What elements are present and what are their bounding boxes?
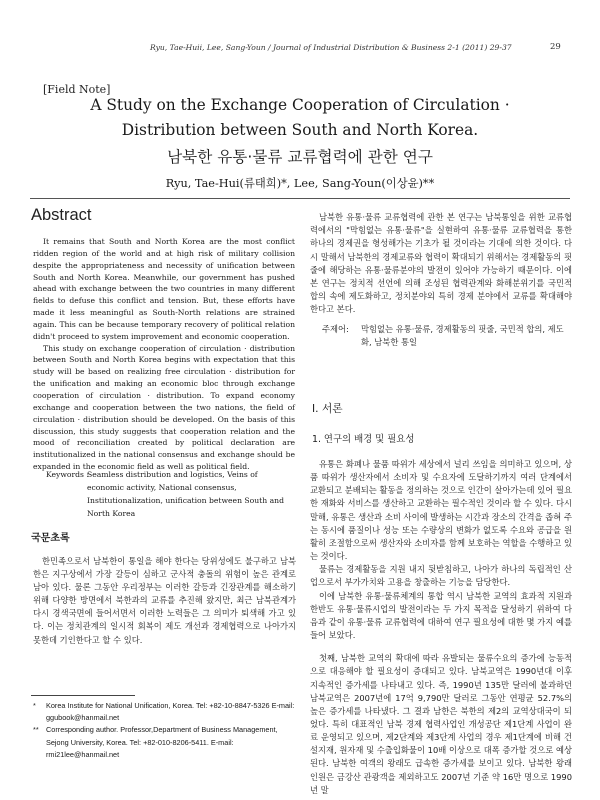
body-paragraph: 유통은 화폐나 물품 따위가 세상에서 널리 쓰임을 의미하고 있으며, 상품 따위가 생산자에서 소비자 및 수요자에 도달하기까지 여러 단계에서 교환되고 분배되는 활동을 정의하는 것으로 인간이 살아가는데 있어 필요한 재화와 서비스를 생산하고 교환하는 필수적인 것이라 할 수 있다. 다시 말해, 유통은 생산과 소비 사이에 발생하는 시간과 장소의 간격을 좁혀 주는 동시에 품질이나 성능 또는 수량상의 변화가 없도록 수요와 공급을 원활히 조절함으로써 생산자와 소비자를 함께 보호하는 역할을 수행하고 있는 것이다. — [310, 459, 572, 562]
title-line-1: A Study on the Exchange Cooperation of Circulation · — [90, 96, 510, 114]
korean-keywords-label: 주제어: — [322, 324, 349, 334]
korean-abstract-paragraph: 한민족으로서 남북한이 통일을 해야 한다는 당위성에도 불구하고 남북한은 지구상에서 가장 갈등이 심하고 군사적 충돌의 위험이 높은 관계로 남아 있다. 물론 그동안 우리정부는 이러한 갈등과 긴장관계를 해소하기 위해 다양한 방면에서 북한과의 교류를 추진해 왔지만, 최근 남북관계가 다시 경색국면에 들어서면서 이러한 노력들은 그 의미가 퇴색해 가고 있다. 이는 정치관계의 일시적 회복이 제도 개선과 경제협력으로 나아가지 못한데 기인한다고 할 수 있다. — [33, 556, 296, 645]
section-body — [310, 458, 572, 797]
korean-keywords-text: 막힘없는 유통·물류, 경제활동의 핏줄, 국민적 합의, 제도화, 남북한 통일 — [361, 324, 564, 348]
keywords-label: Keywords : — [46, 470, 89, 479]
korean-abstract-body — [33, 555, 296, 647]
footnote-item — [33, 724, 298, 761]
footnote-text: Corresponding author. Professor,Department of Business Management, Sejong University, Korea. Tel: +82-010-8206-5411. E-mail: rmi21lee@hanmail.net — [46, 725, 278, 759]
abstract-paragraph: This study on exchange cooperation of circulation · distribution between South and North Korea begins with expectation that this study will be based on realizing free circulation · distribution for the unification and making an economic bloc through exchange cooperation of circulation · distribution. To expand economy exchange and cooperation between the two nations, the field of circulation · distribution should be developed. On the basis of this discussion, this study suggests that cooperation relation and the mood of reconciliation created by political declaration are institutionalized in the national consensus and exchange should be expanded in the economic field as well as political field. — [33, 343, 295, 472]
body-paragraph: 첫째, 남북한 교역의 확대에 따라 유발되는 물류수요의 증가에 능동적으로 대응해야 할 필요성이 증대되고 있다. 남북교역은 1990년대 이후 지속적인 증가세를 나타내고 있다. 즉, 1990년 135만 달러에 불과하던 남북교역은 2007년에 17억 9,790만 달러로 그동안 연평균 52.7%의 높은 증가세를 나타냈다. 그 결과 남한은 북한의 제2의 교역상대국이 되었다. 특히 대표적인 남북 경제 협력사업인 개성공단 제1단계 사업이 완료 운영되고 있으며, 제2단계와 제3단계 사업의 경우 제1단계에 비해 건설지재, 원자재 및 수출입화물이 10배 이상으로 대폭 증가할 것으로 예상된다. 남북한 여객의 왕래도 급속한 증가세를 보이고 있다. 남북한 왕래 인원은 금강산 관광객을 제외하고도 2007년 기준 약 16만 명으로 1990년 말 — [310, 653, 572, 795]
korean-keywords — [322, 323, 572, 349]
header-divider — [30, 198, 570, 199]
title-line-2: Distribution between South and North Korea. — [121, 121, 479, 139]
body-paragraph: 물류는 경제활동을 지원 내지 뒷받침하고, 나아가 하나의 독립적인 산업으로서 부가가치와 고용을 창출하는 기능을 담당한다. — [310, 564, 572, 588]
title-korean: 남북한 유통·물류 교류협력에 관한 연구 — [167, 148, 433, 166]
body-paragraph: 이에 남북한 유통·물류체계의 통합 역시 남북한 교역의 효과적 지원과 한반도 유통·물류시업의 발전이라는 두 가지 목적을 달성하기 위하여 다음과 같이 유통·물류 교류협력에 대하여 연구 필요성에 대한 몇 가지 예를 들어 보았다. — [310, 590, 572, 641]
running-head: Ryu, Tae-Huii, Lee, Sang-Youn / Journal of Industrial Distribution & Business 2-1 (2011) 29-37 — [150, 43, 512, 52]
abstract-heading: Abstract — [31, 206, 92, 224]
korean-abstract-continued — [310, 211, 572, 317]
section-heading: Ⅰ. 서론 — [312, 402, 343, 415]
field-note-label: [Field Note] — [43, 83, 111, 96]
korean-abstract-paragraph: 남북한 유통·물류 교류협력에 관한 본 연구는 남북통일을 위한 교류협력에서의 "막힘없는 유통·물류"을 실현하여 유통·물류 교류협력을 통한 하나의 경제권을 형성해가는 기초가 될 것이라는 기대에 의한 것이다. 다시 말해서 남북한의 경제교류와 협력이 확대되기 위해서는 경제활동의 핏줄에 해당하는 유통·물류분야의 발전이 있어야 가능하기 때문이다. 이에 본 연구는 정치적 선언에 의해 조성된 협력관계와 화해분위기를 국민적 합의 속에 제도화하고, 정치분야외 특히 경제 분야에서 교류를 확대해야 한다고 본다. — [310, 212, 572, 315]
abstract-keywords — [46, 468, 296, 520]
author-line: Ryu, Tae-Hui(류태희)*, Lee, Sang-Youn(이상윤)** — [165, 177, 435, 190]
keywords-text: Seamless distribution and logistics, Veins of economic activity, National consensus, Institutionalization, unification between South and North Korea — [87, 470, 284, 518]
footnote-mark: * — [33, 701, 36, 710]
abstract-body — [33, 236, 295, 473]
abstract-paragraph: It remains that South and North Korea are the most conflict ridden region of the world and at high risk of military collision despite the appropriateness and necessity of unification between South and North Korea. Meanwhile, our government has pushed ahead with exchange between the two countries in many different fields to defuse this conflict and tension. But, these efforts have made it less meaningful as South-North relations are strained again. This can be because temporary recovery of political relation didn't proceed to system improvement and economic cooperation. — [33, 237, 295, 341]
footnote-text: Korea Institute for National Unification, Korea. Tel: +82-10-8847-5326 E-mail: ggubook@hanmail.net — [46, 701, 295, 723]
page-number: 29 — [550, 42, 561, 52]
korean-abstract-heading: 국문초록 — [31, 533, 70, 544]
footnote-item — [33, 700, 298, 724]
subsection-heading: 1. 연구의 배경 및 필요성 — [312, 434, 415, 445]
footnote-divider — [31, 695, 135, 696]
footnote-mark: ** — [33, 725, 39, 735]
footnotes — [33, 700, 298, 761]
